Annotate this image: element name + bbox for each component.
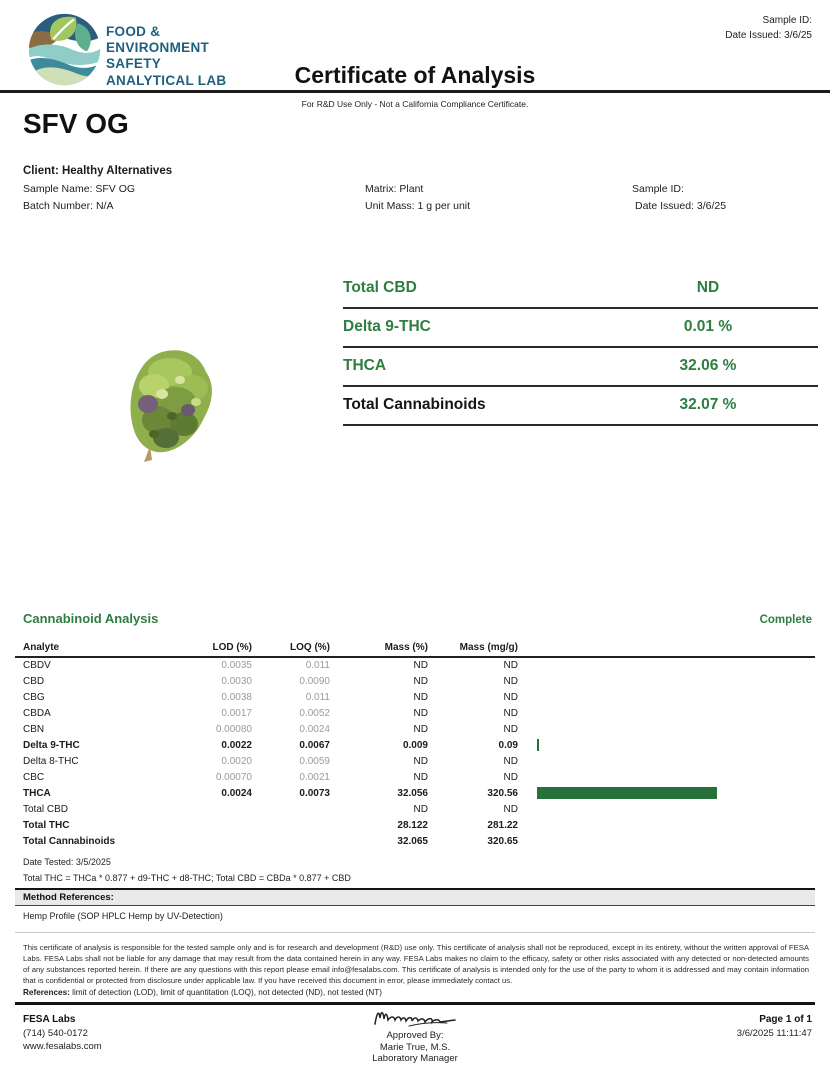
footer-approval-block (315, 1004, 515, 1065)
footer-page-info (737, 1013, 812, 1041)
unit-mass-line: Unit Mass: 1 g per unit (365, 199, 471, 212)
cell-lod: 0.0038 (221, 691, 252, 703)
cell-loq: 0.0090 (299, 675, 330, 687)
footer-lab-name: FESA Labs (23, 1014, 76, 1025)
cell-loq: 0.0067 (299, 739, 330, 751)
cell-loq: 0.0024 (299, 723, 330, 735)
cell-loq: 0.0059 (299, 755, 330, 767)
cell-mass-pct: ND (413, 723, 428, 735)
summary-row (343, 309, 818, 348)
cell-lod (155, 817, 252, 833)
cell-analyte: CBD (23, 675, 45, 687)
cell-mass-pct: ND (413, 803, 428, 815)
cell-loq (252, 801, 330, 817)
cell-mass-pct: ND (413, 707, 428, 719)
sample-id-line: Sample ID: (632, 183, 684, 195)
cell-mass-pct: 28.122 (397, 819, 428, 831)
analysis-table-row (15, 753, 815, 769)
cell-mass-mg: 0.09 (498, 739, 518, 751)
footer-phone: (714) 540-0172 (23, 1027, 88, 1039)
cell-lod: 0.0017 (221, 707, 252, 719)
top-date-issued: Date Issued: 3/6/25 (725, 29, 812, 41)
compliance-subtitle: For R&D Use Only - Not a California Compliance Certificate. (301, 99, 529, 109)
cell-mass-pct: ND (413, 755, 428, 767)
cell-lod: 0.00070 (215, 771, 252, 783)
references-label: References: (23, 988, 70, 997)
analysis-table-row (15, 833, 815, 849)
cell-analyte: CBDA (23, 707, 51, 719)
analysis-table-row (15, 817, 815, 833)
summary-analyte-label: Delta 9-THC (343, 318, 431, 335)
cell-analyte: Delta 9-THC (23, 739, 80, 751)
cell-lod: 0.0024 (221, 787, 252, 799)
cell-bar (518, 785, 815, 801)
summary-analyte-label: Total Cannabinoids (343, 396, 486, 413)
cell-analyte: CBDV (23, 660, 51, 671)
summary-row (343, 270, 818, 309)
batch-number-line: Batch Number: N/A (23, 199, 114, 212)
cell-mass-mg: ND (503, 660, 518, 671)
cell-mass-mg: 281.22 (487, 819, 518, 831)
cell-bar (518, 721, 815, 737)
sample-title: SFV OG (23, 108, 129, 139)
cell-bar (518, 833, 815, 849)
cell-bar (518, 769, 815, 785)
cell-mass-pct: ND (413, 691, 428, 703)
footer-website: www.fesalabs.com (23, 1041, 102, 1052)
cell-lod: 0.0030 (221, 675, 252, 687)
sample-name-line: Sample Name: SFV OG (23, 183, 136, 195)
cell-mass-pct: ND (413, 660, 428, 671)
summary-analyte-label: Total CBD (343, 279, 417, 296)
analysis-table-row (15, 689, 815, 705)
page-number: Page 1 of 1 (759, 1014, 812, 1025)
analysis-table-row (15, 673, 815, 689)
cell-bar (518, 817, 815, 833)
cell-analyte: Total THC (23, 819, 70, 831)
summary-analyte-value: ND (696, 279, 720, 296)
cell-lod: 0.0035 (221, 660, 252, 671)
date-issued-line: Date Issued: 3/6/25 (635, 199, 727, 212)
top-right-meta (725, 14, 812, 43)
cell-loq (252, 833, 330, 849)
analysis-table-body (15, 657, 815, 849)
logo-line-4: ANALYTICAL LAB (106, 72, 227, 88)
cell-bar (518, 689, 815, 705)
cell-loq: 0.0021 (299, 771, 330, 783)
cell-lod: 0.00080 (215, 723, 252, 735)
cell-mass-pct: ND (413, 771, 428, 783)
cell-mass-mg: 320.65 (487, 835, 518, 847)
summary-analyte-value: 32.06 % (679, 357, 737, 374)
cell-analyte: Total CBD (23, 803, 69, 815)
cell-mass-mg: ND (503, 675, 518, 687)
cell-analyte: Delta 8-THC (23, 755, 79, 767)
section-title-cannabinoid-analysis: Cannabinoid Analysis (23, 611, 159, 626)
cell-analyte: THCA (23, 787, 51, 799)
cannabinoid-analysis-table (15, 642, 815, 849)
cell-loq: 0.011 (305, 691, 330, 703)
analysis-table-row (15, 785, 815, 801)
id-info-column (632, 181, 726, 214)
abbreviation-references (23, 988, 382, 997)
sample-info-column (23, 181, 135, 214)
col-header-analyte: Analyte (23, 642, 60, 653)
client-name: Client: Healthy Alternatives (23, 165, 173, 177)
cell-analyte: CBC (23, 771, 45, 783)
cell-mass-mg: ND (503, 707, 518, 719)
cell-mass-mg: 320.56 (487, 787, 518, 799)
cell-lod (155, 801, 252, 817)
analysis-table-row (15, 769, 815, 785)
approver-signature (369, 1004, 461, 1030)
cell-loq: 0.0073 (299, 787, 330, 799)
analysis-table-row (15, 801, 815, 817)
cell-mass-mg: ND (503, 803, 518, 815)
section-divider (15, 932, 815, 933)
document-title: Certificate of Analysis (294, 62, 536, 88)
sample-photo (100, 346, 252, 474)
matrix-info-column (365, 181, 470, 214)
date-tested-note: Date Tested: 3/5/2025 (23, 857, 111, 867)
cell-bar (518, 705, 815, 721)
cell-bar (518, 657, 815, 673)
summary-analyte-value: 0.01 % (683, 318, 733, 335)
summary-results-table (343, 270, 818, 426)
total-formula-note: Total THC = THCa * 0.877 + d9-THC + d8-THC; Total CBD = CBDa * 0.877 + CBD (23, 873, 351, 883)
method-references-header: Method References: (15, 888, 815, 906)
cell-lod (155, 833, 252, 849)
references-text: limit of detection (LOD), limit of quantitation (LOQ), not detected (ND), not tested (NT) (69, 988, 383, 997)
cell-analyte: CBN (23, 723, 45, 735)
section-status-badge: Complete (759, 614, 812, 626)
approved-by-label: Approved By: (386, 1030, 444, 1041)
cell-bar (518, 673, 815, 689)
cell-mass-mg: ND (503, 755, 518, 767)
cell-lod: 0.0020 (221, 755, 252, 767)
cell-bar (518, 753, 815, 769)
legal-disclaimer: This certificate of analysis is responsible for the tested sample only and is for research and development (R&D) use only. This certificate of analysis shall not be reproduced, except in its entirety, without the written approval of FESA Labs. FESA Labs shall not be liable for any damage that may result from the data contained herein in any way. FESA Labs makes no claim to the efficacy, safety or other risks associated with any detected or non-detected amounts of any substances reported herein. If there are any questions with this report please email info@fesalabs.com. This certificate of analysis is intended only for the use of the party to whom it is addressed and may contain information that is confidential or protected from disclosure under applicable law. If you have received this document in error, please immediately contact us. (23, 943, 809, 985)
cell-mass-pct: 32.056 (397, 787, 428, 799)
summary-analyte-label: THCA (343, 357, 387, 374)
col-header-lod: LOD (%) (212, 642, 252, 653)
cell-mass-mg: ND (503, 691, 518, 703)
approver-name: Marie True, M.S. (379, 1041, 451, 1053)
summary-row (343, 348, 818, 387)
analysis-table-row (15, 657, 815, 673)
header-divider (0, 90, 830, 93)
analysis-header-row (15, 642, 815, 657)
cell-mass-pct: ND (413, 675, 428, 687)
cell-analyte: Total Cannabinoids (23, 835, 116, 847)
col-header-loq: LOQ (%) (290, 642, 330, 653)
method-references-body: Hemp Profile (SOP HPLC Hemp by UV-Detection) (23, 911, 223, 921)
col-header-mass-pct: Mass (%) (384, 642, 428, 653)
col-header-bar-spacer (518, 642, 815, 657)
col-header-mass-mg: Mass (mg/g) (459, 642, 518, 653)
cell-mass-mg: ND (503, 771, 518, 783)
mass-bar (537, 787, 717, 799)
cell-bar (518, 737, 815, 753)
analysis-table-row (15, 705, 815, 721)
top-sample-id: Sample ID: (762, 15, 812, 26)
summary-analyte-value: 32.07 % (679, 396, 737, 413)
cell-analyte: CBG (23, 691, 45, 703)
analysis-table-row (15, 721, 815, 737)
report-timestamp: 3/6/2025 11:11:47 (736, 1028, 812, 1039)
summary-row (343, 387, 818, 426)
approver-title: Laboratory Manager (372, 1053, 458, 1064)
mass-bar (537, 739, 539, 751)
cell-mass-pct: 0.009 (402, 739, 428, 751)
analysis-table-row (15, 737, 815, 753)
footer-lab-contact (23, 1013, 102, 1054)
cell-loq: 0.0052 (299, 707, 330, 719)
logo-line-2: ENVIRONMENT (106, 40, 210, 56)
matrix-line: Matrix: Plant (365, 183, 424, 195)
cell-loq: 0.011 (305, 660, 330, 671)
cell-loq (252, 817, 330, 833)
cell-mass-pct: 32.065 (397, 835, 428, 847)
cell-lod: 0.0022 (221, 739, 252, 751)
logo-line-3: SAFETY (106, 56, 162, 72)
cell-bar (518, 801, 815, 817)
logo-line-1: FOOD & (106, 24, 161, 39)
cell-mass-mg: ND (503, 723, 518, 735)
